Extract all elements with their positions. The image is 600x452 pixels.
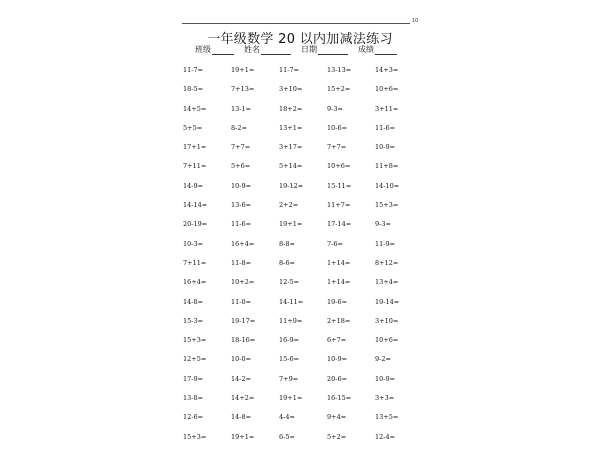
problem-item: 20-19=	[183, 220, 208, 229]
problem-item: 15-3=	[183, 316, 204, 325]
info-blank	[318, 46, 348, 55]
problem-item: 6-5=	[279, 432, 295, 441]
problem-item: 19+1=	[279, 220, 303, 229]
problem-item: 7-6=	[327, 239, 343, 248]
problem-item: 14-8=	[231, 413, 252, 422]
problem-item: 3+10=	[279, 85, 303, 94]
info-label: 成绩	[358, 45, 374, 54]
problem-item: 1+14=	[327, 278, 351, 287]
problem-item: 16+4=	[183, 278, 207, 287]
problem-item: 11-0=	[231, 297, 252, 306]
problem-item: 10+6=	[375, 85, 399, 94]
problem-item: 8-2=	[231, 123, 247, 132]
problem-item: 18+2=	[279, 104, 303, 113]
problem-item: 19-17=	[231, 316, 256, 325]
problem-item: 7+7=	[327, 143, 347, 152]
problem-item: 8+12=	[375, 258, 399, 267]
problem-item: 5+2=	[327, 432, 347, 441]
problem-item: 14+3=	[375, 66, 399, 74]
info-blank	[261, 46, 291, 55]
problem-item: 11-7=	[183, 66, 204, 74]
problem-item: 9+4=	[327, 413, 347, 422]
problem-item: 16-9=	[279, 336, 300, 345]
problem-item: 10-9=	[375, 143, 396, 152]
problem-item: 4-4=	[279, 413, 295, 422]
problem-item: 14+5=	[183, 104, 207, 113]
problem-item: 10-3=	[183, 239, 204, 248]
problem-item: 17-14=	[327, 220, 352, 229]
problem-item: 17-9=	[183, 374, 204, 383]
problem-item: 2+2=	[279, 201, 299, 210]
problem-item: 6+7=	[327, 336, 347, 345]
problem-item: 9-3=	[375, 220, 391, 229]
problem-item: 19-12=	[279, 181, 304, 190]
problem-item: 13+4=	[375, 278, 399, 287]
problem-item: 13+5=	[375, 413, 399, 422]
problem-item: 10-9=	[375, 374, 396, 383]
problem-item: 7+11=	[183, 258, 207, 267]
problem-item: 12+5=	[183, 355, 207, 364]
problem-item: 15-6=	[279, 355, 300, 364]
problem-item: 10-9=	[327, 355, 348, 364]
problem-item: 18-16=	[231, 336, 256, 345]
problem-item: 14-9=	[183, 181, 204, 190]
info-field-3	[358, 44, 397, 55]
problem-item: 15+2=	[327, 85, 351, 94]
info-label: 姓名	[244, 45, 260, 54]
info-field-1	[244, 44, 291, 55]
problem-item: 5+6=	[231, 162, 251, 171]
problem-item: 14-10=	[375, 181, 400, 190]
problem-item: 11-6=	[375, 123, 396, 132]
problem-item: 11+8=	[375, 162, 399, 171]
problem-item: 3+11=	[375, 104, 399, 113]
problem-item: 16+4=	[231, 239, 255, 248]
problem-item: 10+2=	[231, 278, 255, 287]
problem-item: 13+1=	[279, 123, 303, 132]
problem-item: 16-15=	[327, 394, 352, 403]
student-info-row	[195, 44, 397, 55]
worksheet-title: 一年级数学 20 以内加减法练习	[207, 32, 393, 47]
problem-item: 13-13=	[327, 66, 352, 74]
problem-item: 11+7=	[327, 201, 351, 210]
problem-item: 15+3=	[183, 336, 207, 345]
problem-item: 11-8=	[231, 258, 252, 267]
problem-item: 10-9=	[231, 181, 252, 190]
problem-item: 2+18=	[327, 316, 351, 325]
problem-item: 13-6=	[231, 201, 252, 210]
problem-item: 5+5=	[183, 123, 203, 132]
page-number: 10	[412, 18, 419, 24]
problem-item: 12-6=	[183, 413, 204, 422]
problem-item: 14+2=	[231, 394, 255, 403]
info-field-0	[195, 44, 234, 55]
problem-item: 9-3=	[327, 104, 343, 113]
problem-item: 3+17=	[279, 143, 303, 152]
problem-item: 15-11=	[327, 181, 352, 190]
problem-item: 12-5=	[279, 278, 300, 287]
problem-item: 19+1=	[279, 394, 303, 403]
problem-item: 19-14=	[375, 297, 400, 306]
info-label: 日期	[301, 45, 317, 54]
problem-item: 15+3=	[375, 201, 399, 210]
problem-item: 10-6=	[327, 123, 348, 132]
problem-grid	[183, 66, 423, 452]
problem-item: 10+6=	[327, 162, 351, 171]
problem-item: 7+7=	[231, 143, 251, 152]
problem-item: 8-8=	[279, 239, 295, 248]
problem-item: 7+11=	[183, 162, 207, 171]
problem-item: 13-8=	[183, 394, 204, 403]
problem-item: 14-2=	[231, 374, 252, 383]
problem-item: 14-14=	[183, 201, 208, 210]
problem-item: 19-6=	[327, 297, 348, 306]
info-blank	[212, 46, 234, 55]
info-label: 班级	[195, 45, 211, 54]
info-field-2	[301, 44, 348, 55]
problem-item: 5+14=	[279, 162, 303, 171]
problem-item: 10+6=	[375, 336, 399, 345]
problem-item: 19+1=	[231, 66, 255, 74]
problem-item: 20-6=	[327, 374, 348, 383]
problem-item: 17+1=	[183, 143, 207, 152]
problem-item: 13-1=	[231, 104, 252, 113]
problem-item: 11+9=	[279, 316, 303, 325]
problem-item: 11-6=	[231, 220, 252, 229]
problem-item: 18-5=	[183, 85, 204, 94]
problem-item: 14-8=	[183, 297, 204, 306]
info-blank	[375, 46, 397, 55]
problem-item: 11-7=	[279, 66, 300, 74]
problem-item: 7+9=	[279, 374, 299, 383]
problem-item: 3+3=	[375, 394, 395, 403]
problem-item: 1+14=	[327, 258, 351, 267]
problem-item: 10-0=	[231, 355, 252, 364]
header-rule	[182, 23, 410, 24]
problem-item: 3+10=	[375, 316, 399, 325]
problem-item: 19+1=	[231, 432, 255, 441]
problem-item: 9-2=	[375, 355, 391, 364]
problem-item: 14-11=	[279, 297, 304, 306]
problem-item: 11-9=	[375, 239, 396, 248]
problem-item: 12-4=	[375, 432, 396, 441]
problem-item: 8-6=	[279, 258, 295, 267]
problem-item: 15+3=	[183, 432, 207, 441]
problem-item: 7+13=	[231, 85, 255, 94]
